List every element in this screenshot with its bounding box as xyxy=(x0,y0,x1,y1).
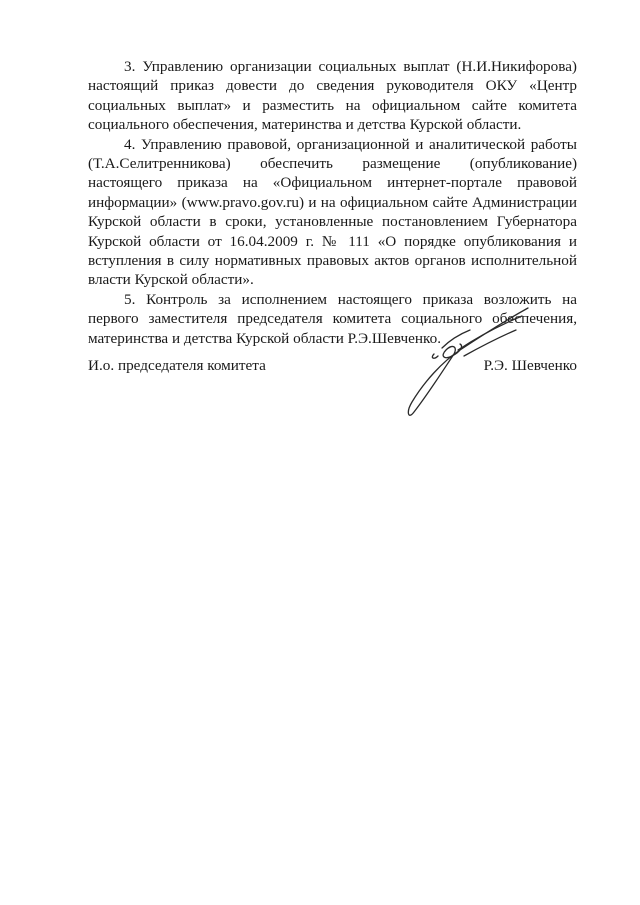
signatory-name: Р.Э. Шевченко xyxy=(483,357,577,374)
paragraph-4: 4. Управлению правовой, организационной и аналитической работы (Т.А.Селитренникова) обеспечить размещение (опубликование) настоящего приказа на «Официальном интернет-портале правовой информации» (www.pravo.gov.ru) и на официальном сайте Администрации Курской области в сроки, установленные постановлением Губернатора Курской области от 16.04.2009 г. № 111 «О порядке опубликования и вступления в силу нормативных правовых актов органов исполнительной власти Курской области». xyxy=(88,135,577,289)
paragraph-3: 3. Управлению организации социальных выплат (Н.И.Никифорова) настоящий приказ довести до сведения руководителя ОКУ «Центр социальных выплат» и разместить на официальном сайте комитета социального обеспечения, материнства и детства Курской области. xyxy=(88,58,577,134)
signatory-title: И.о. председателя комитета xyxy=(88,357,266,374)
paragraph-5: 5. Контроль за исполнением настоящего приказа возложить на первого заместителя председателя комитета социального обеспечения, материнства и детства Курской области Р.Э.Шевченко. xyxy=(88,290,577,347)
signature-block xyxy=(88,356,577,378)
